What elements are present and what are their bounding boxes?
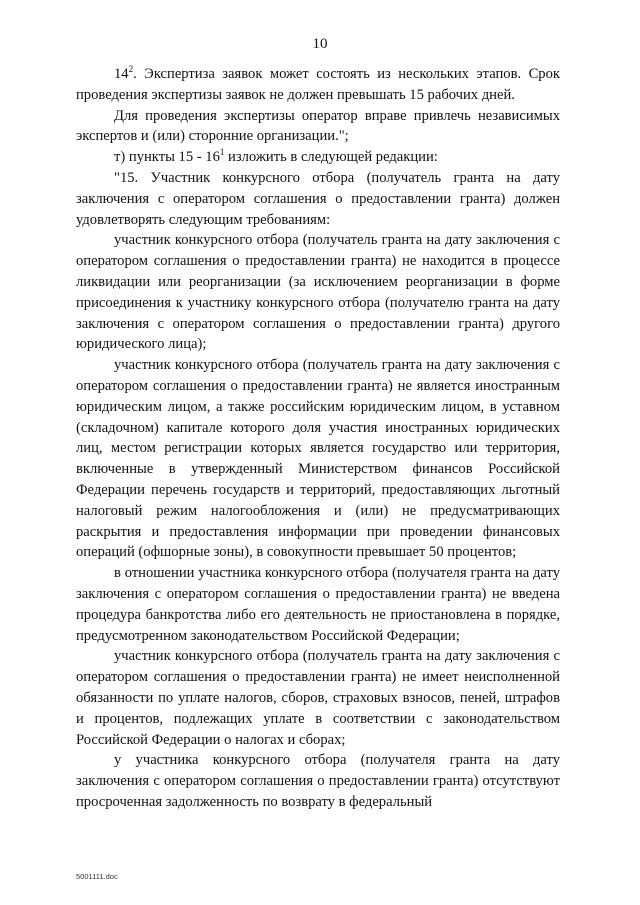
requirement-liquidation: участник конкурсного отбора (получатель гранта на дату заключения с оператором соглашения о предоставлении гранта) не находится в процессе ликвидации или реорганизации (за исключением реорганизации в форме присоединения к участнику конкурсного отбора (получателю гранта на дату заключения с оператором соглашения о предоставлении гранта) другого юридического лица); xyxy=(76,232,560,353)
amendment-text-after: изложить в следующей редакции: xyxy=(224,149,438,166)
clause-superscript: 2 xyxy=(128,64,134,75)
amendment-superscript: 1 xyxy=(219,147,225,158)
paragraph-15: "15. Участник конкурсного отбора (получатель гранта на дату заключения с оператором соглашения о предоставлении гранта) должен удовлетворять следующим требованиям: xyxy=(76,169,560,228)
document-body xyxy=(76,64,560,813)
paragraph-amendment-t xyxy=(76,147,560,168)
page-number: 10 xyxy=(312,36,328,52)
clause-text: . Экспертиза заявок может состоять из нескольких этапов. Срок проведения экспертизы заявок не должен превышать 15 рабочих дней. xyxy=(76,66,560,103)
clause-number: 14 xyxy=(114,66,129,82)
requirement-overdue-debt: у участника конкурсного отбора (получателя гранта на дату заключения с оператором соглашения о предоставлении гранта) отсутствуют просроченная задолженность по возврату в федеральный xyxy=(76,752,560,810)
amendment-text-before: т) пункты 15 - 16 xyxy=(114,149,220,166)
paragraph-experts: Для проведения экспертизы оператор вправе привлечь независимых экспертов и (или) сторонние организации."; xyxy=(76,107,560,145)
requirement-tax-obligations: участник конкурсного отбора (получатель гранта на дату заключения с оператором соглашения о предоставлении гранта) не имеет неисполненной обязанности по уплате налогов, сборов, страховых взносов, пеней, штрафов и процентов, подлежащих уплате в соответствии с законодательством Российской Федерации о налогах и сборах; xyxy=(76,648,560,748)
footer-doc-code: 5001111.doc xyxy=(76,872,118,881)
paragraph-14-2 xyxy=(76,64,560,106)
requirement-foreign-entity: участник конкурсного отбора (получатель гранта на дату заключения с оператором соглашения о предоставлении гранта) не является иностранным юридическим лицом, а также российским юридическим лицом, в уставном (складочном) капитале которого доля участия иностранных юридических лиц, местом регистрации которых является государство или территория, включенные в утвержденный Министерством финансов Российской Федерации перечень государств и территорий, предоставляющих льготный налоговый режим налогообложения и (или) не предусматривающих раскрытия и предоставления информации при проведении финансовых операций (офшорные зоны), в совокупности превышает 50 процентов; xyxy=(76,357,560,561)
requirement-bankruptcy: в отношении участника конкурсного отбора (получателя гранта на дату заключения с оператором соглашения о предоставлении гранта) не введена процедура банкротства либо его деятельность не приостановлена в порядке, предусмотренном законодательством Российской Федерации; xyxy=(76,565,560,644)
